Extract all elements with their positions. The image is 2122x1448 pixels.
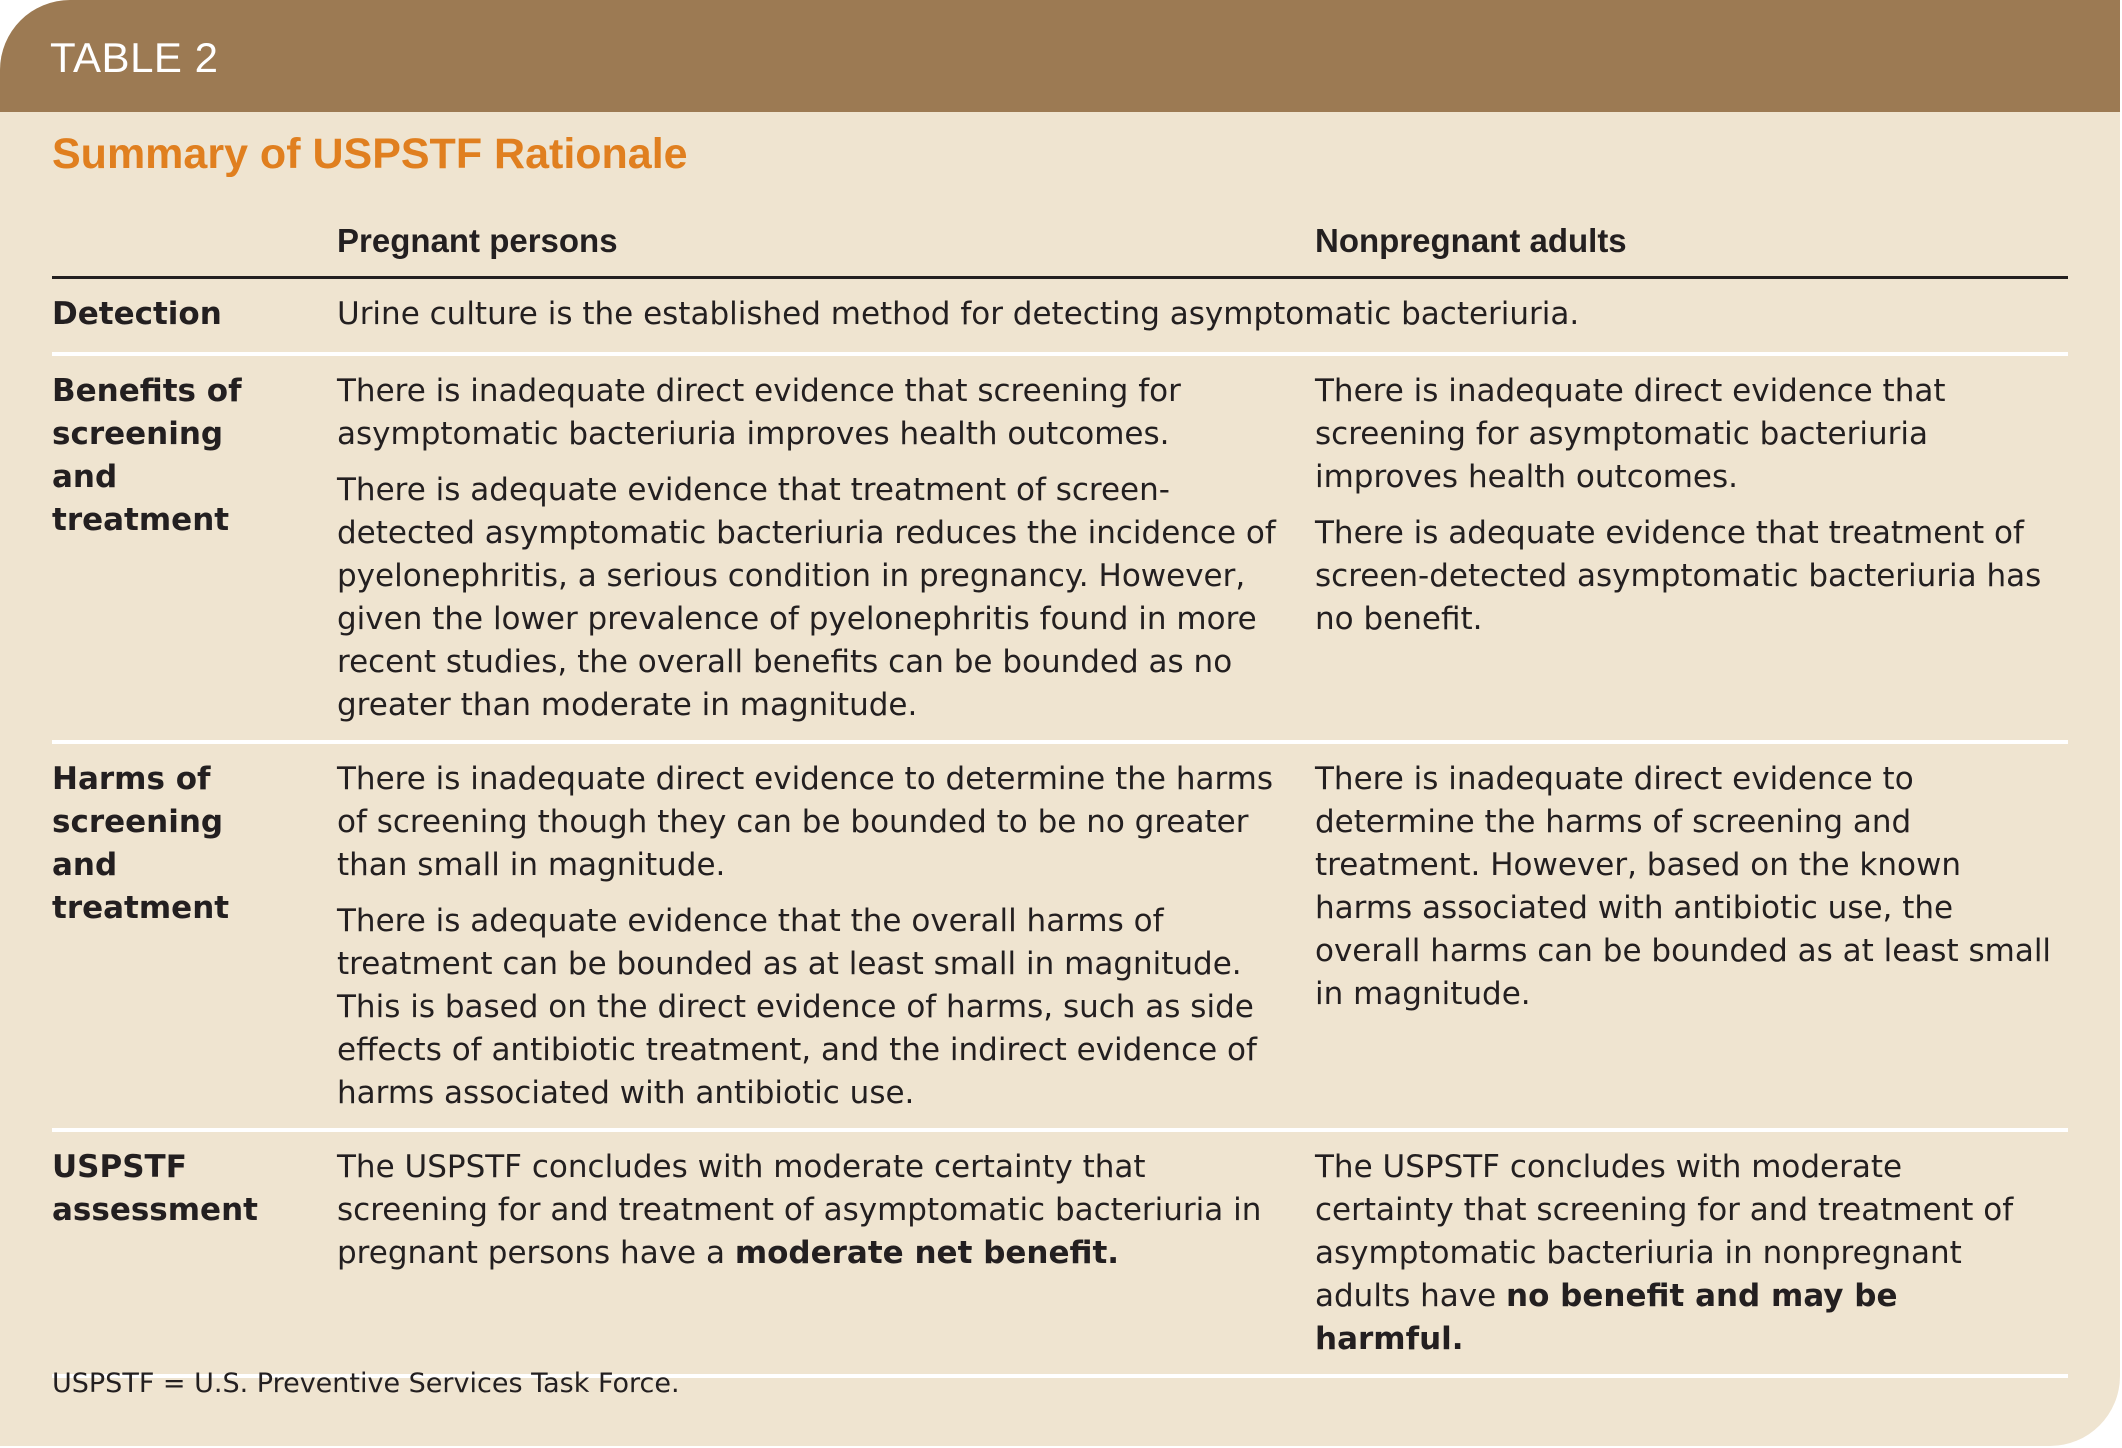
assessment-pregnant [337, 1132, 1315, 1374]
rationale-table [52, 218, 2068, 1378]
cell-paragraph: There is adequate evidence that the overall harms of treatment can be bounded as at least small in magnitude. This is based on the direct evidence of harms, such as side effects of antibiotic treatment, and the indirect evidence of harms associated with antibiotic use. [337, 903, 1257, 1111]
row-label: USPSTF assessment [52, 1149, 258, 1228]
cell-paragraph: There is inadequate direct evidence that screening for asymptomatic bacteriuria improves health outcomes. [337, 373, 1181, 452]
cell-text: The USPSTF concludes with moderate certainty that screening for and treatment of asymptomatic bacteriuria in nonpregnant adults have [1315, 1149, 2014, 1314]
table-title: Summary of USPSTF Rationale [52, 130, 688, 178]
cell-paragraph: There is adequate evidence that treatment of screen-detected asymptomatic bacteriuria has no benefit. [1315, 515, 2042, 637]
cell-paragraph: There is inadequate direct evidence that screening for asymptomatic bacteriuria improves health outcomes. [1315, 373, 1946, 495]
harms-pregnant [337, 744, 1315, 1128]
cell-text: The USPSTF concludes with moderate certainty that screening for and treatment of asymptomatic bacteriuria in pregnant persons have a [337, 1149, 1262, 1271]
benefits-nonpregnant [1315, 356, 2068, 740]
table-row-detection [52, 279, 2068, 356]
table-header [52, 218, 2068, 279]
table-row-assessment [52, 1132, 2068, 1378]
table-row-harms [52, 744, 2068, 1132]
cell-emphasis: moderate net benefit. [734, 1235, 1120, 1271]
row-label: Detection [52, 296, 222, 332]
cell-emphasis: no benefit and may be harmful. [1315, 1278, 1898, 1357]
cell-paragraph: There is adequate evidence that treatment of screen-detected asymptomatic bacteriuria reduces the incidence of pyelonephritis, a serious condition in pregnancy. However, given the lower prevalence of pyelonephritis found in more recent studies, the overall benefits can be bounded as no greater than moderate in magnitude. [337, 472, 1276, 723]
table-banner [0, 0, 2120, 112]
column-header-nonpregnant: Nonpregnant adults [1315, 222, 1627, 259]
cell-paragraph: There is inadequate direct evidence to determine the harms of screening though they can be bounded to be no greater than small in magnitude. [337, 761, 1274, 883]
row-label: Harms of screening and treatment [52, 761, 230, 926]
row-label: Benefits of screening and treatment [52, 373, 242, 538]
column-header-pregnant: Pregnant persons [337, 222, 618, 259]
assessment-nonpregnant [1315, 1132, 2068, 1374]
footnote: USPSTF = U.S. Preventive Services Task Force. [52, 1368, 680, 1399]
cell-paragraph: There is inadequate direct evidence to determine the harms of screening and treatment. However, based on the known harms associated with antibiotic use, the overall harms can be bounded as at least small in magnitude. [1315, 761, 2052, 1012]
harms-nonpregnant [1315, 744, 2068, 1128]
benefits-pregnant [337, 356, 1315, 740]
detection-text: Urine culture is the established method for detecting asymptomatic bacteriuria. [337, 296, 1580, 332]
table-row-benefits [52, 356, 2068, 744]
table-number: TABLE 2 [50, 34, 219, 81]
